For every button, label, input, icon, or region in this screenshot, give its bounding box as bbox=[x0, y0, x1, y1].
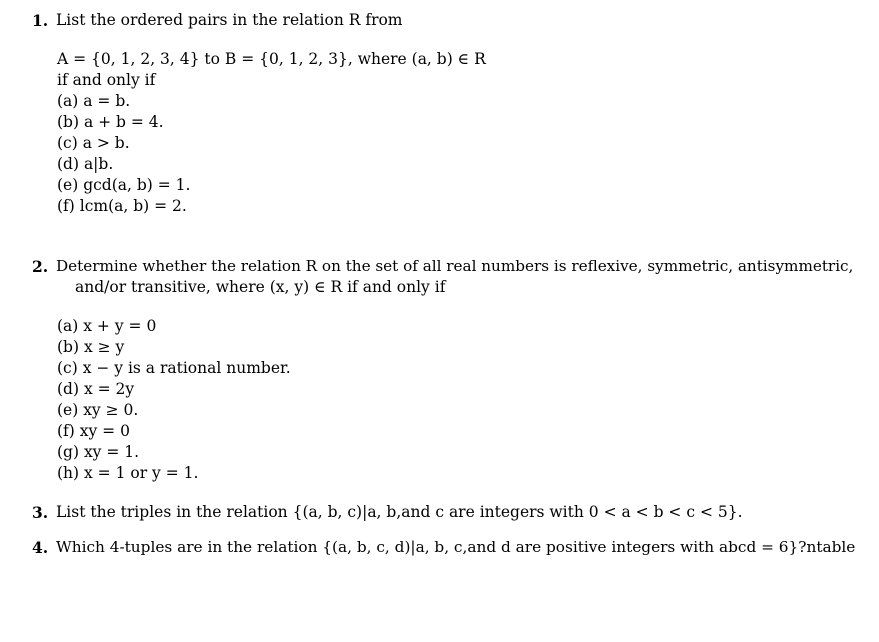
question-1-item-b: (b) a + b = 4. bbox=[57, 113, 164, 131]
question-2-item-e: (e) xy ≥ 0. bbox=[57, 401, 139, 419]
question-1-condition: if and only if bbox=[57, 71, 156, 89]
question-1-prompt: List the ordered pairs in the relation R from bbox=[56, 11, 403, 29]
question-2-item-g: (g) xy = 1. bbox=[57, 443, 140, 461]
question-1-sets-line: A = {0, 1, 2, 3, 4} to B = {0, 1, 2, 3}, where (a, b) ∈ R bbox=[57, 50, 486, 68]
question-1-item-f: (f) lcm(a, b) = 2. bbox=[57, 197, 187, 215]
question-2-item-h: (h) x = 1 or y = 1. bbox=[57, 464, 199, 482]
question-2-item-f: (f) xy = 0 bbox=[57, 422, 130, 440]
question-1-item-a: (a) a = b. bbox=[57, 92, 131, 110]
question-3-number: 3. bbox=[32, 503, 49, 522]
question-2-item-d: (d) x = 2y bbox=[57, 380, 135, 398]
question-1-item-e: (e) gcd(a, b) = 1. bbox=[57, 176, 191, 194]
question-3-prompt: List the triples in the relation {(a, b, c)|a, b,and c are integers with 0 < a < b < c < 5}. bbox=[56, 503, 743, 521]
question-1-item-d: (d) a|b. bbox=[57, 155, 114, 173]
question-2-item-b: (b) x ≥ y bbox=[57, 338, 125, 356]
question-2-prompt-line-2: and/or transitive, where (x, y) ∈ R if and only if bbox=[75, 278, 446, 296]
question-2-item-a: (a) x + y = 0 bbox=[57, 317, 157, 335]
question-1-item-c: (c) a > b. bbox=[57, 134, 130, 152]
question-4-number: 4. bbox=[32, 538, 49, 557]
question-2-number: 2. bbox=[32, 257, 49, 276]
question-1-number: 1. bbox=[32, 11, 49, 30]
question-2-prompt-line-1: Determine whether the relation R on the set of all real numbers is reflexive, symmetric, antisymmetric, bbox=[56, 257, 854, 275]
question-4-prompt: Which 4-tuples are in the relation {(a, b, c, d)|a, b, c,and d are positive integers with abcd = 6}?ntable bbox=[56, 538, 856, 556]
question-2-item-c: (c) x − y is a rational number. bbox=[57, 359, 291, 377]
